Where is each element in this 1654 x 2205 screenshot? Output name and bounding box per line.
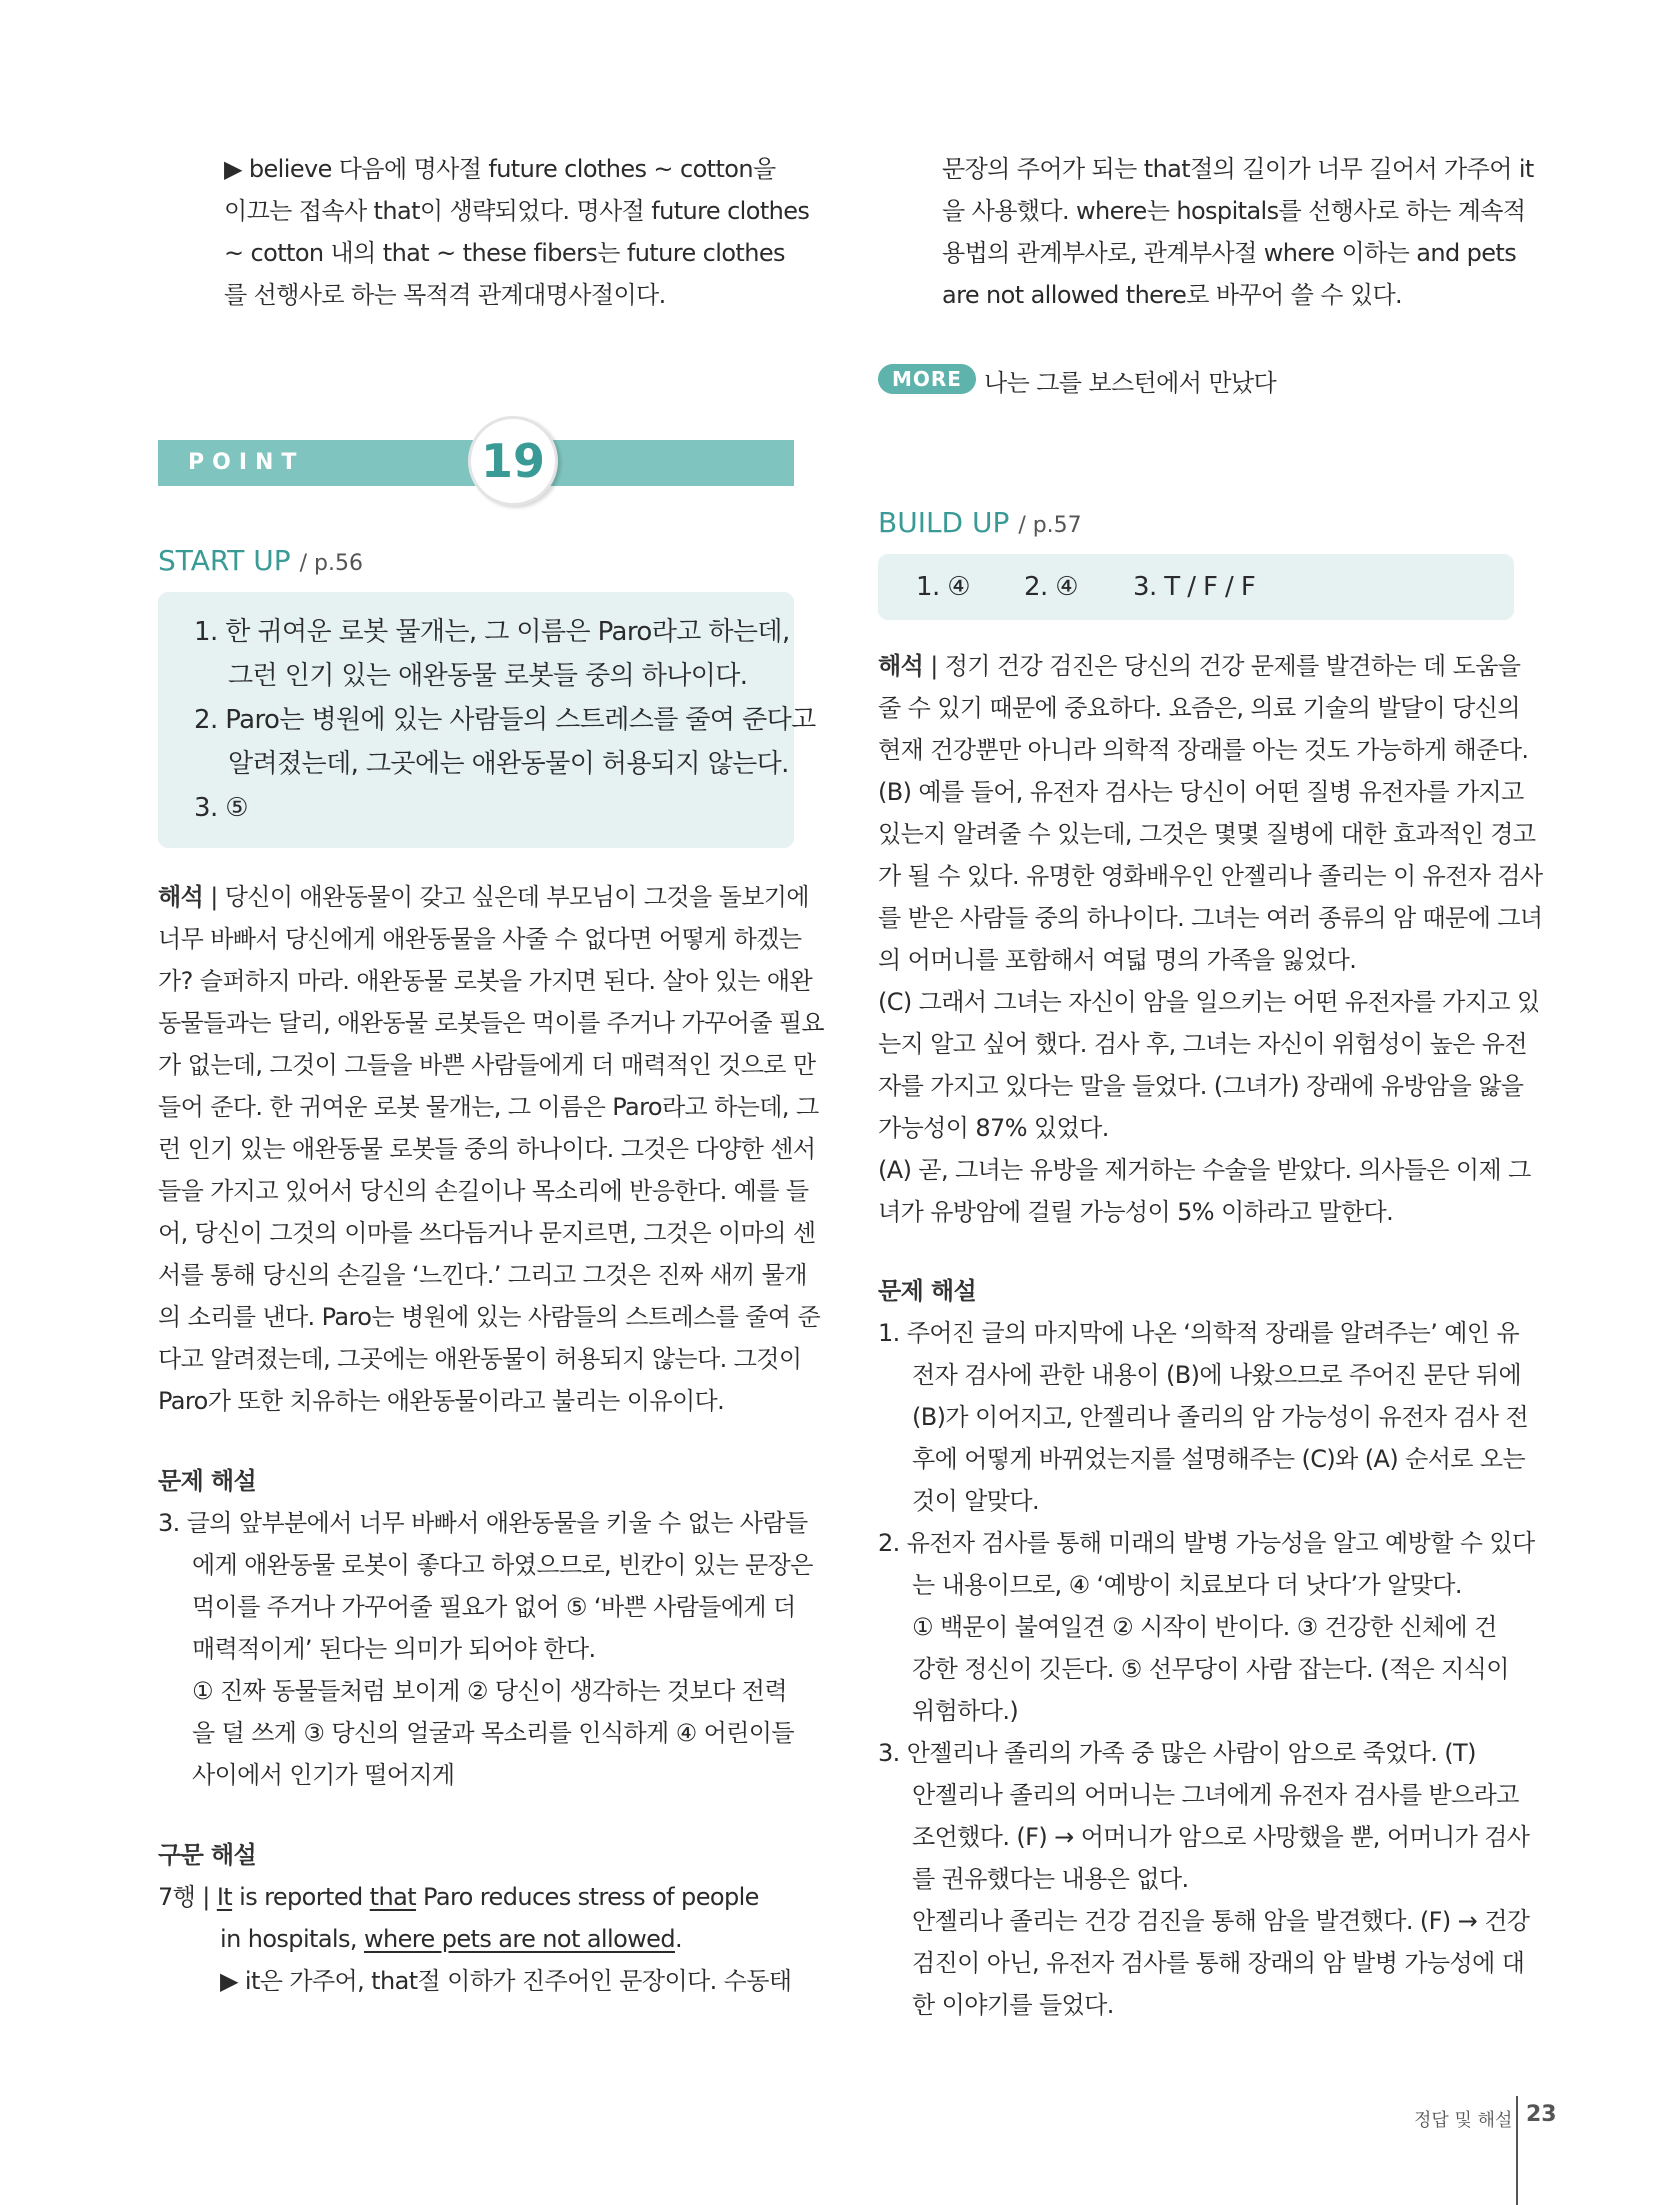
syntax-text: in hospitals, <box>220 1925 364 1953</box>
problem-line: 것이 알맞다. <box>912 1487 1039 1515</box>
problem-line: 후에 어떻게 바뀌었는지를 설명해주는 (C)와 (A) 순서로 오는 <box>912 1445 1526 1473</box>
syntax-note: ▶ it은 가주어, that절 이하가 진주어인 문장이다. 수동태 <box>220 1967 792 1995</box>
problem-line: ① 백문이 불여일견 ② 시작이 반이다. ③ 건강한 신체에 건 <box>912 1613 1497 1641</box>
translation-line: 가 될 수 있다. 유명한 영화배우인 안젤리나 졸리는 이 유전자 검사 <box>878 862 1543 890</box>
answer-item: 3. T / F / F <box>1133 572 1256 602</box>
start-up-page: / p.56 <box>299 551 363 576</box>
note-line: 용법의 관계부사로, 관계부사절 where 이하는 and pets <box>942 239 1517 267</box>
translation-line: 를 받은 사람들 중의 하나이다. 그녀는 여러 종류의 암 때문에 그녀 <box>878 904 1543 932</box>
translation-line: (B) 예를 들어, 유전자 검사는 당신이 어떤 질병 유전자를 가지고 <box>878 778 1524 806</box>
note-line: 이끄는 접속사 that이 생략되었다. 명사절 future clothes <box>224 197 810 225</box>
problem-line: 는 내용이므로, ④ ‘예방이 치료보다 더 낫다’가 알맞다. <box>912 1571 1462 1599</box>
translation-line: 가 없는데, 그것이 그들을 바쁜 사람들에게 더 매력적인 것으로 만 <box>158 1051 816 1079</box>
build-up-label: BUILD UP <box>878 506 1010 539</box>
right-top-notes <box>942 148 1534 316</box>
start-up-label: START UP <box>158 544 291 577</box>
translation-line: 너무 바빠서 당신에게 애완동물을 사줄 수 없다면 어떻게 하겠는 <box>158 925 802 953</box>
syntax-text: . <box>674 1925 683 1953</box>
problem-line: 안젤리나 졸리는 건강 검진을 통해 암을 발견했다. (F) → 건강 <box>912 1907 1530 1935</box>
left-syntax-explanation <box>158 1834 791 2002</box>
syntax-text: Paro reduces stress of people <box>416 1883 759 1911</box>
translation-label: 해석 <box>878 652 924 680</box>
left-problem-explanation <box>158 1460 813 1796</box>
footer-divider <box>1516 2096 1518 2205</box>
right-problem-explanation <box>878 1270 1535 2026</box>
answer-line: 그런 인기 있는 애완동물 로봇들 중의 하나이다. <box>228 661 748 691</box>
problem-line: 을 덜 쓰게 ③ 당신의 얼굴과 목소리를 인식하게 ④ 어린이들 <box>192 1719 794 1747</box>
point-number-badge: 19 <box>468 416 558 506</box>
translation-line: 의 소리를 낸다. Paro는 병원에 있는 사람들의 스트레스를 줄여 준 <box>158 1303 821 1331</box>
translation-line: Paro가 또한 치유하는 애완동물이라고 불리는 이유이다. <box>158 1387 725 1415</box>
syntax-underlined-that: that <box>369 1883 417 1911</box>
problem-line: 전자 검사에 관한 내용이 (B)에 나왔으므로 주어진 문단 뒤에 <box>912 1361 1522 1389</box>
problem-line: 매력적이게’ 된다는 의미가 되어야 한다. <box>192 1635 596 1663</box>
footer-label: 정답 및 해설 <box>1414 2110 1513 2131</box>
more-text: 나는 그를 보스턴에서 만났다 <box>984 369 1277 397</box>
problem-line: ① 진짜 동물들처럼 보이게 ② 당신이 생각하는 것보다 전력 <box>192 1677 787 1705</box>
problem-line: (B)가 이어지고, 안젤리나 졸리의 암 가능성이 유전자 검사 전 <box>912 1403 1529 1431</box>
problem-line: 검진이 아닌, 유전자 검사를 통해 장래의 암 발병 가능성에 대 <box>912 1949 1525 1977</box>
start-up-answer-box <box>158 592 816 848</box>
more-badge: MORE <box>878 364 976 394</box>
translation-line: 들을 가지고 있어서 당신의 손길이나 목소리에 반응한다. 예를 들 <box>158 1177 809 1205</box>
problem-line: 먹이를 주거나 가꾸어줄 필요가 없어 ⑤ ‘바쁜 사람들에게 더 <box>192 1593 796 1621</box>
translation-line: 다고 알려졌는데, 그곳에는 애완동물이 허용되지 않는다. 그것이 <box>158 1345 802 1373</box>
problem-line: 안젤리나 졸리의 어머니는 그녀에게 유전자 검사를 받으라고 <box>912 1781 1519 1809</box>
answer-line: 3. ⑤ <box>194 793 248 823</box>
note-line: ~ cotton 내의 that ~ these fibers는 future clothes <box>224 239 785 267</box>
build-up-answer-box <box>878 554 1514 620</box>
build-up-page: / p.57 <box>1018 513 1082 538</box>
answer-line: 1. 한 귀여운 로봇 물개는, 그 이름은 Paro라고 하는데, <box>194 617 790 647</box>
translation-line: | 정기 건강 검진은 당신의 건강 문제를 발견하는 데 도움을 <box>930 652 1521 680</box>
translation-line: (A) 곧, 그녀는 유방을 제거하는 수술을 받았다. 의사들은 이제 그 <box>878 1156 1531 1184</box>
syntax-line-number: 7행 | <box>158 1883 210 1911</box>
translation-line: 는지 알고 싶어 했다. 검사 후, 그녀는 자신이 위험성이 높은 유전 <box>878 1030 1527 1058</box>
syntax-title: 구문 해설 <box>158 1841 257 1869</box>
answer-line: 알려졌는데, 그곳에는 애완동물이 허용되지 않는다. <box>228 749 789 779</box>
problem-line: 위험하다.) <box>912 1697 1019 1725</box>
problem-line: 3. 안젤리나 졸리의 가족 중 많은 사람이 암으로 죽었다. (T) <box>878 1739 1476 1767</box>
problem-line: 3. 글의 앞부분에서 너무 바빠서 애완동물을 키울 수 없는 사람들 <box>158 1509 808 1537</box>
translation-line: 런 인기 있는 애완동물 로봇들 중의 하나이다. 그것은 다양한 센서 <box>158 1135 816 1163</box>
syntax-underlined-it: It <box>216 1883 233 1911</box>
problem-line: 1. 주어진 글의 마지막에 나온 ‘의학적 장래를 알려주는’ 예인 유 <box>878 1319 1520 1347</box>
problem-line: 에게 애완동물 로봇이 좋다고 하였으므로, 빈칸이 있는 문장은 <box>192 1551 813 1579</box>
problem-line: 강한 정신이 깃든다. ⑤ 선무당이 사람 잡는다. (적은 지식이 <box>912 1655 1509 1683</box>
translation-line: (C) 그래서 그녀는 자신이 암을 일으키는 어떤 유전자를 가지고 있 <box>878 988 1540 1016</box>
note-line: 을 사용했다. where는 hospitals를 선행사로 하는 계속적 <box>942 197 1526 225</box>
note-line: 문장의 주어가 되는 that절의 길이가 너무 길어서 가주어 it <box>942 155 1534 183</box>
translation-line: 들어 준다. 한 귀여운 로봇 물개는, 그 이름은 Paro라고 하는데, 그 <box>158 1093 819 1121</box>
problem-line: 사이에서 인기가 떨어지게 <box>192 1761 455 1789</box>
problem-line: 를 권유했다는 내용은 없다. <box>912 1865 1189 1893</box>
translation-line: 자를 가지고 있다는 말을 들었다. (그녀가) 장래에 유방암을 앓을 <box>878 1072 1524 1100</box>
translation-line: 현재 건강뿐만 아니라 의학적 장래를 아는 것도 가능하게 해준다. <box>878 736 1529 764</box>
answer-line: 2. Paro는 병원에 있는 사람들의 스트레스를 줄여 준다고 <box>194 705 816 735</box>
answer-item: 2. ④ <box>1024 572 1078 602</box>
translation-line: 동물들과는 달리, 애완동물 로봇들은 먹이를 주거나 가꾸어줄 필요 <box>158 1009 824 1037</box>
translation-line: 의 어머니를 포함해서 여덟 명의 가족을 잃었다. <box>878 946 1357 974</box>
page-number: 23 <box>1526 2102 1557 2127</box>
problem-title: 문제 해설 <box>878 1277 977 1305</box>
translation-line: 녀가 유방암에 걸릴 가능성이 5% 이하라고 말한다. <box>878 1198 1394 1226</box>
note-line: 를 선행사로 하는 목적격 관계대명사절이다. <box>224 281 666 309</box>
start-up-title <box>158 544 363 577</box>
right-translation <box>878 645 1543 1233</box>
translation-line: | 당신이 애완동물이 갖고 싶은데 부모님이 그것을 돌보기에 <box>210 883 809 911</box>
build-up-title <box>878 506 1082 539</box>
translation-line: 가능성이 87% 있었다. <box>878 1114 1109 1142</box>
syntax-text: is reported <box>232 1883 370 1911</box>
problem-line: 조언했다. (F) → 어머니가 암으로 사망했을 뿐, 어머니가 검사 <box>912 1823 1530 1851</box>
translation-line: 있는지 알려줄 수 있는데, 그것은 몇몇 질병에 대한 효과적인 경고 <box>878 820 1536 848</box>
translation-line: 가? 슬퍼하지 마라. 애완동물 로봇을 가지면 된다. 살아 있는 애완 <box>158 967 813 995</box>
translation-line: 서를 통해 당신의 손길을 ‘느낀다.’ 그리고 그것은 진짜 새끼 물개 <box>158 1261 807 1289</box>
point-label: POINT <box>188 450 305 475</box>
left-top-notes <box>224 148 809 316</box>
answer-item: 1. ④ <box>916 572 970 602</box>
note-line: ▶ believe 다음에 명사절 future clothes ~ cotton을 <box>224 155 776 183</box>
problem-title: 문제 해설 <box>158 1467 257 1495</box>
syntax-underlined-where: where pets are not allowed <box>363 1925 675 1953</box>
translation-line: 어, 당신이 그것의 이마를 쓰다듬거나 문지르면, 그것은 이마의 센 <box>158 1219 816 1247</box>
translation-line: 줄 수 있기 때문에 중요하다. 요즘은, 의료 기술의 발달이 당신의 <box>878 694 1520 722</box>
problem-line: 한 이야기를 들었다. <box>912 1991 1114 2019</box>
note-line: are not allowed there로 바꾸어 쓸 수 있다. <box>942 281 1403 309</box>
translation-label: 해석 <box>158 883 204 911</box>
problem-line: 2. 유전자 검사를 통해 미래의 발병 가능성을 알고 예방할 수 있다 <box>878 1529 1535 1557</box>
left-translation <box>158 876 824 1422</box>
